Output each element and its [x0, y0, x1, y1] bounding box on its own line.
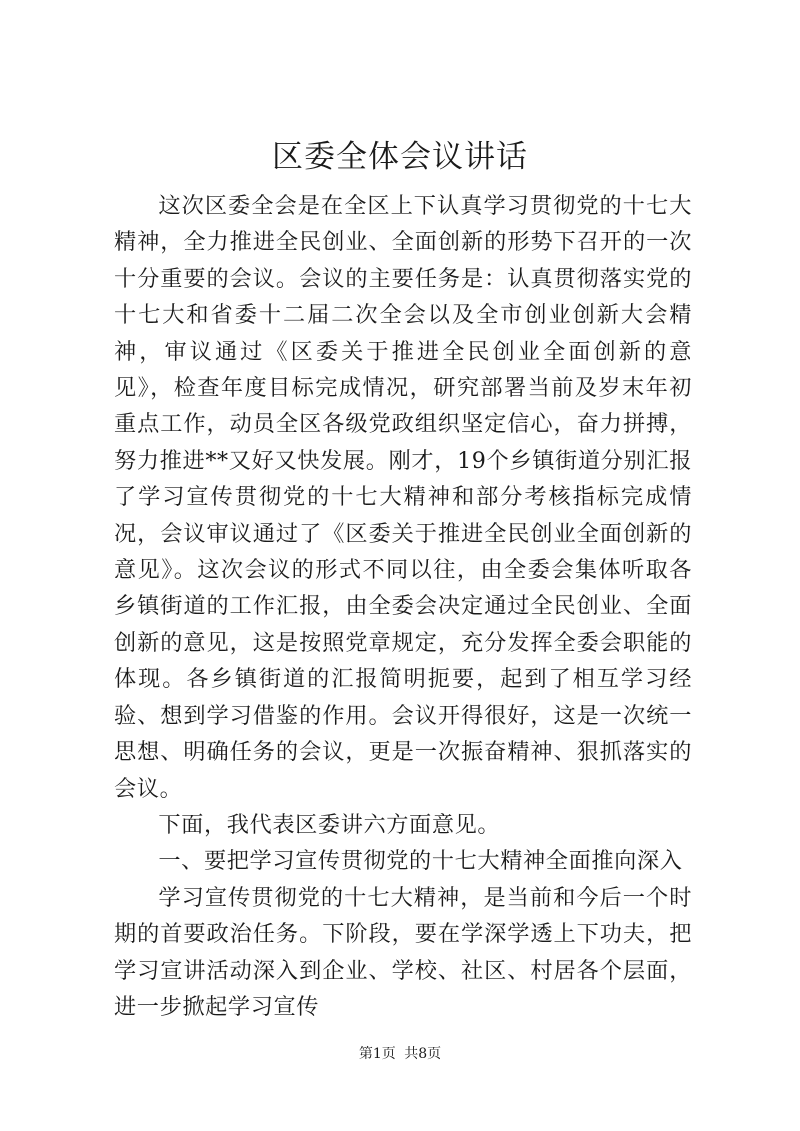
page-footer [0, 1044, 800, 1064]
section-heading-1: 一、要把学习宣传贯彻党的十七大精神全面推向深入 [158, 848, 683, 875]
document-body [114, 188, 692, 1025]
page-number: 第1页 [358, 1046, 396, 1062]
document-title: 区委全体会议讲话 [272, 139, 528, 175]
page-total: 共8页 [404, 1046, 442, 1062]
paragraph-section-1: 学习宣传贯彻党的十七大精神，是当前和今后一个时期的首要政治任务。下阶段，要在学深学透上下功夫，把学习宣讲活动深入到企业、学校、社区、村居各个层面，进一步掀起学习宣传 [114, 884, 692, 1020]
paragraph-opening: 这次区委全会是在全区上下认真学习贯彻党的十七大精神，全力推进全民创业、全面创新的形势下召开的一次十分重要的会议。会议的主要任务是：认真贯彻落实党的十七大和省委十二届二次全会以及全市创业创新大会精神，审议通过《区委关于推进全民创业全面创新的意见》，检查年度目标完成情况，研究部署当前及岁末年初重点工作，动员全区各级党政组织坚定信心，奋力拼搏，努力推进**又好又快发展。刚才，19个乡镇街道分别汇报了学习宣传贯彻党的十七大精神和部分考核指标完成情况，会议审议通过了《区委关于推进全民创业全面创新的意见》。这次会议的形式不同以往，由全委会集体听取各乡镇街道的工作汇报，由全委会决定通过全民创业、全面创新的意见，这是按照党章规定，充分发挥全委会职能的体现。各乡镇街道的汇报简明扼要，起到了相互学习经验、想到学习借鉴的作用。会议开得很好，这是一次统一思想、明确任务的会议，更是一次振奋精神、狠抓落实的会议。 [114, 193, 692, 802]
paragraph-intro: 下面，我代表区委讲六方面意见。 [158, 811, 501, 838]
